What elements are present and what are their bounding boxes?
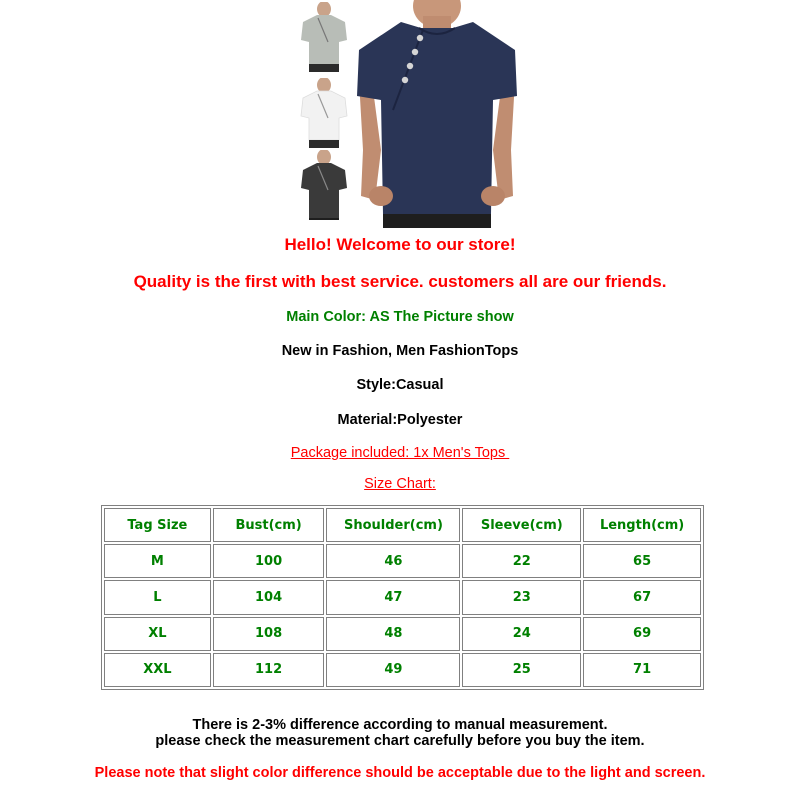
- table-cell: XXL: [104, 653, 211, 687]
- size-chart-title: Size Chart:: [364, 476, 436, 492]
- header-sleeve: Sleeve(cm): [462, 508, 581, 542]
- header-shoulder: Shoulder(cm): [326, 508, 460, 542]
- quality-message: Quality is the first with best service. customers all are our friends.: [133, 272, 667, 291]
- table-cell: 47: [326, 580, 460, 614]
- measurement-note-line-1: There is 2-3% difference according to manual measurement.: [192, 717, 608, 733]
- measurement-note-line-2: please check the measurement chart carefully before you buy the item.: [155, 733, 645, 749]
- table-cell: 69: [583, 617, 701, 651]
- table-cell: 23: [462, 580, 581, 614]
- product-thumbnail-white[interactable]: [295, 78, 353, 148]
- table-row: [104, 580, 701, 614]
- table-cell: 71: [583, 653, 701, 687]
- style-text: Style:Casual: [356, 377, 444, 393]
- package-included-text: [0, 445, 800, 461]
- product-thumbnail-grey[interactable]: [295, 2, 353, 72]
- table-cell: 108: [213, 617, 325, 651]
- product-thumbnail-black[interactable]: [295, 150, 353, 220]
- product-photo-collage: [295, 0, 521, 228]
- table-cell: 24: [462, 617, 581, 651]
- table-cell: 112: [213, 653, 325, 687]
- table-cell: 67: [583, 580, 701, 614]
- welcome-message: Hello! Welcome to our store!: [284, 235, 516, 254]
- fashion-text: New in Fashion, Men FashionTops: [281, 343, 519, 359]
- material-text: Material:Polyester: [337, 412, 463, 428]
- table-cell: 46: [326, 544, 460, 578]
- table-header-row: [104, 508, 701, 542]
- table-cell: L: [104, 580, 211, 614]
- measurement-note: [0, 717, 800, 749]
- table-cell: 65: [583, 544, 701, 578]
- main-color-text: Main Color: AS The Picture show: [286, 309, 514, 325]
- header-length: Length(cm): [583, 508, 701, 542]
- table-row: [104, 544, 701, 578]
- color-difference-note: Please note that slight color difference should be acceptable due to the light and screen.: [94, 765, 706, 781]
- package-included-label: Package included: 1x Men's Tops: [290, 445, 510, 461]
- table-cell: XL: [104, 617, 211, 651]
- table-row: [104, 653, 701, 687]
- size-chart-table: [101, 505, 704, 690]
- table-cell: 48: [326, 617, 460, 651]
- table-cell: 22: [462, 544, 581, 578]
- header-bust: Bust(cm): [213, 508, 325, 542]
- header-tag-size: Tag Size: [104, 508, 211, 542]
- table-cell: 104: [213, 580, 325, 614]
- table-cell: M: [104, 544, 211, 578]
- table-row: [104, 617, 701, 651]
- product-main-photo-navy[interactable]: [353, 0, 521, 228]
- table-cell: 100: [213, 544, 325, 578]
- table-cell: 25: [462, 653, 581, 687]
- table-cell: 49: [326, 653, 460, 687]
